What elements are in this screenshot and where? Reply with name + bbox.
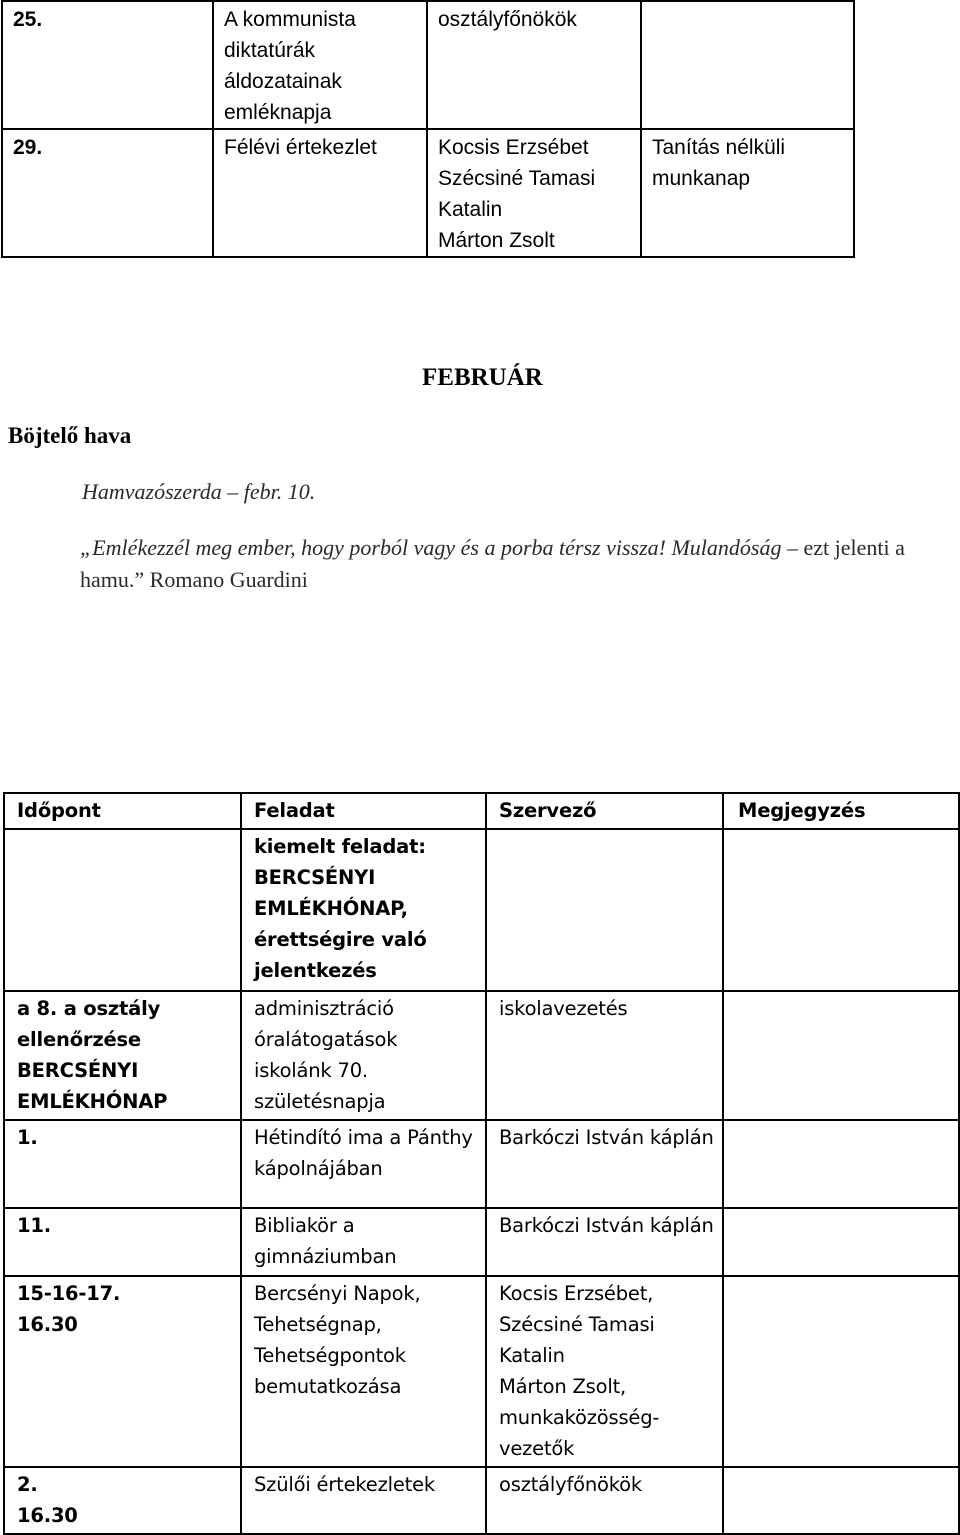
february-table [3,792,960,1535]
ash-wednesday-text: Hamvazószerda – febr. 10. [82,479,316,504]
row-date: 1. [4,1120,241,1208]
quote [80,532,958,596]
ash-wednesday [82,476,315,508]
table-row [4,1276,959,1467]
row-date: a 8. a osztály ellenőrzése BERCSÉNYI EMLÉKHÓNAP [4,991,241,1120]
row-organizer: Kocsis Erzsébet Szécsiné Tamasi Katalin Márton Zsolt [427,129,641,257]
row-task: adminisztráció óralátogatások iskolánk 70. születésnapja [241,991,486,1120]
quote-text: „Emlékezzél meg ember, hogy porból vagy és a porba térsz vissza! Mulandóság [80,535,782,560]
row-task: Bibliakör a gimnáziumban [241,1208,486,1276]
row-note [723,1208,959,1276]
row-note [723,829,959,991]
row-task: kiemelt feladat: BERCSÉNYI EMLÉKHÓNAP, érettségire való jelentkezés [241,829,486,991]
row-organizer: osztályfőnökök [427,1,641,129]
row-organizer: Barkóczi István káplán [486,1120,723,1208]
row-note [723,1276,959,1467]
row-organizer: Barkóczi István káplán [486,1208,723,1276]
quote-rest: – ezt jelenti a hamu. [80,535,905,592]
row-note: Tanítás nélküli munkanap [641,129,854,257]
row-organizer: osztályfőnökök [486,1467,723,1534]
row-date [4,829,241,991]
table-row [4,991,959,1120]
quote-author: ” Romano Guardini [134,567,308,592]
table-row [2,129,854,257]
table-row [4,1208,959,1276]
row-note [641,1,854,129]
row-task: Félévi értekezlet [213,129,427,257]
month-title: FEBRUÁR [422,364,543,391]
table-row [2,1,854,129]
row-date: 25. [2,1,213,129]
row-task: Hétindító ima a Pánthy kápolnájában [241,1120,486,1208]
row-date: 29. [2,129,213,257]
header-organizer: Szervező [486,793,723,829]
row-organizer: Kocsis Erzsébet, Szécsiné Tamasi Katalin Márton Zsolt, munkaközösség-vezetők [486,1276,723,1467]
row-task: Szülői értekezletek [241,1467,486,1534]
row-organizer [486,829,723,991]
header-task: Feladat [241,793,486,829]
table-header-row [4,793,959,829]
header-date: Időpont [4,793,241,829]
row-organizer: iskolavezetés [486,991,723,1120]
row-date: 15-16-17. 16.30 [4,1276,241,1467]
header-note: Megjegyzés [723,793,959,829]
row-note [723,1120,959,1208]
row-task: A kommunista diktatúrák áldozatainak emléknapja [213,1,427,129]
row-note [723,991,959,1120]
table-row [4,1467,959,1534]
row-date: 2. 16.30 [4,1467,241,1534]
january-table [1,0,855,258]
season-name: Böjtelő hava [8,423,132,448]
row-date: 11. [4,1208,241,1276]
row-task: Bercsényi Napok, Tehetségnap, Tehetségpontok bemutatkozása [241,1276,486,1467]
table-row [4,1120,959,1208]
table-row [4,829,959,991]
row-note [723,1467,959,1534]
